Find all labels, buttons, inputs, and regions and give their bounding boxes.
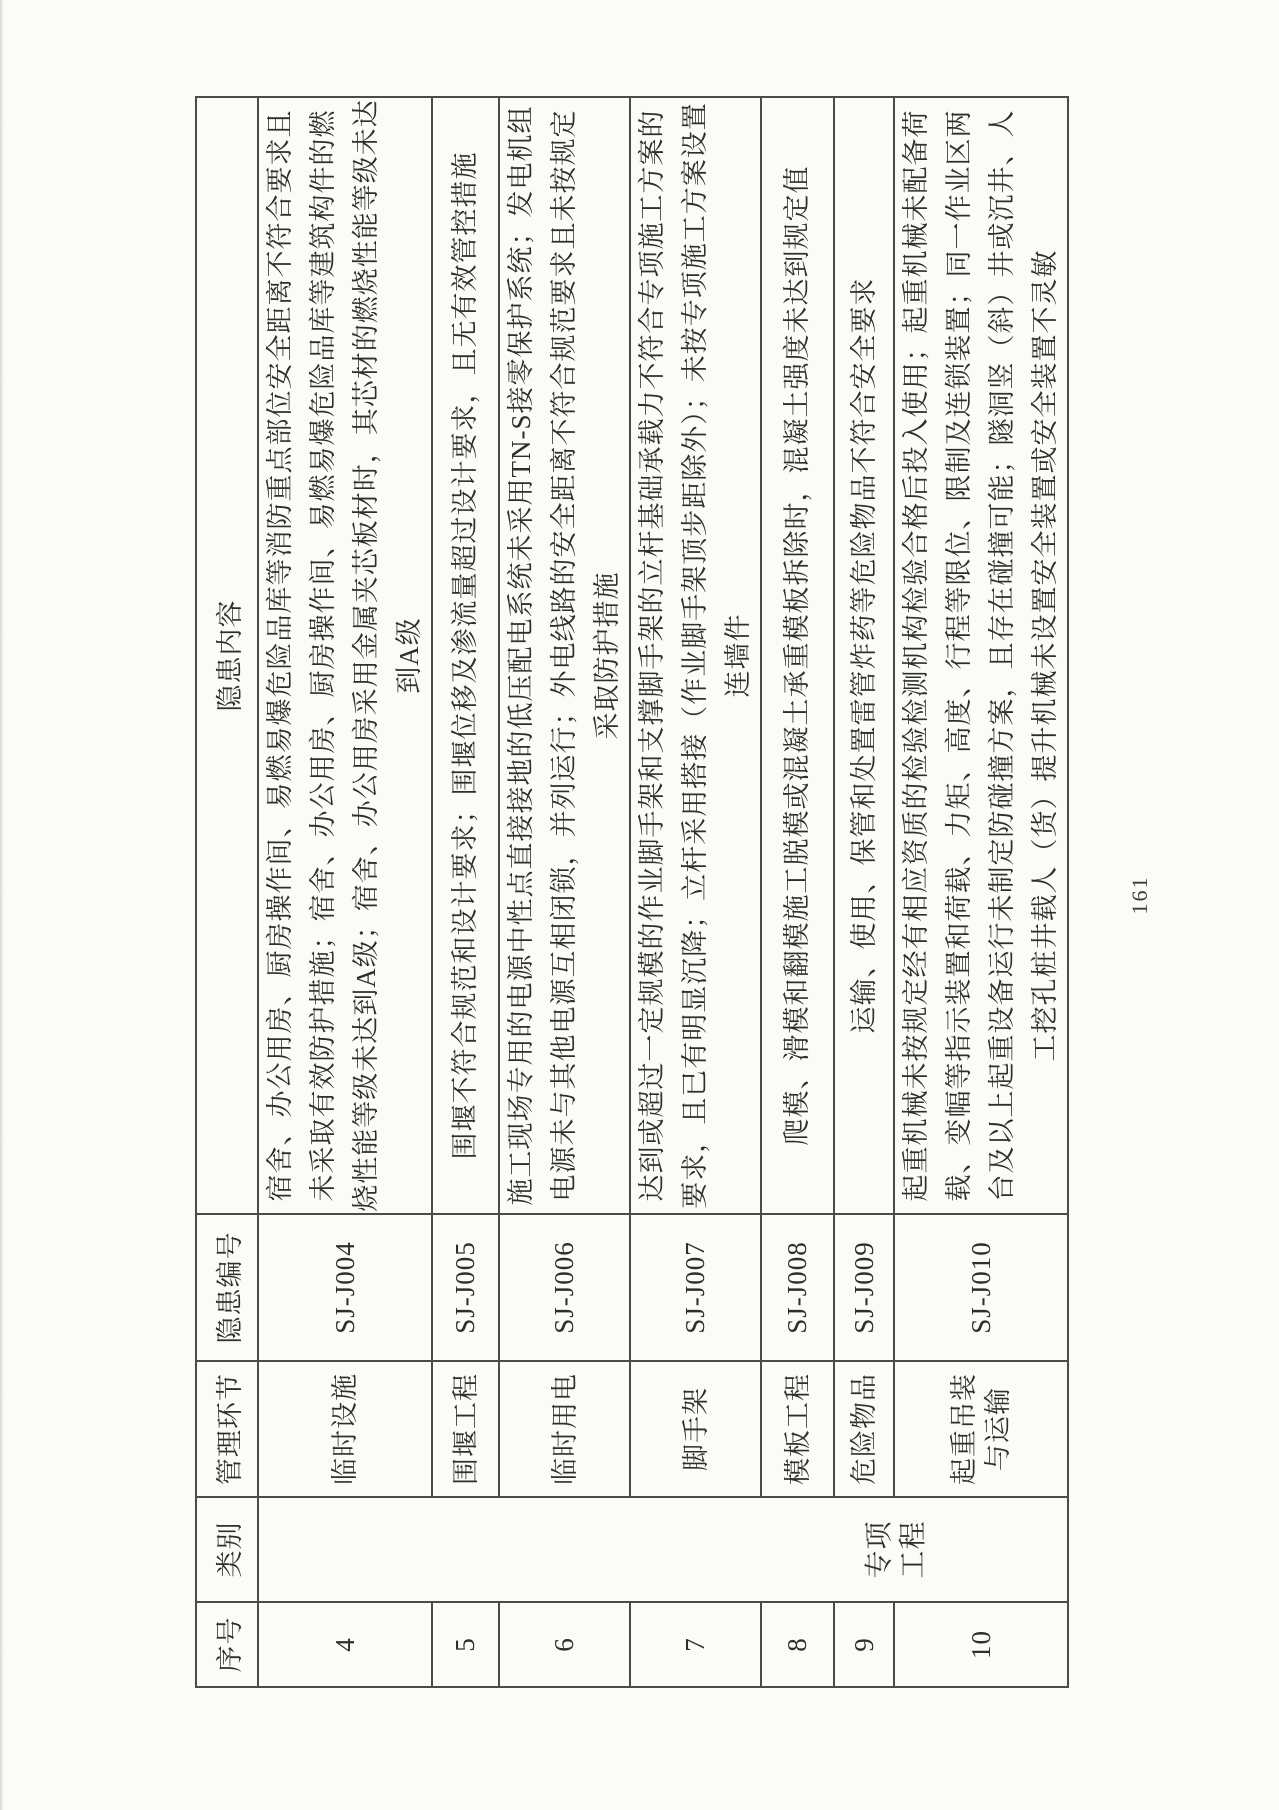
header-stage: 管理环节 [196, 1361, 258, 1497]
stage-cell: 临时设施 [258, 1361, 432, 1497]
stage-cell: 临时用电 [499, 1361, 630, 1497]
serial-cell: 9 [834, 1602, 894, 1687]
table-row [630, 97, 761, 1687]
table-row [894, 97, 1068, 1687]
table-row [432, 97, 499, 1687]
serial-cell: 5 [432, 1602, 499, 1687]
content-cell: 运输、使用、保管和处置雷管炸药等危险物品不符合安全要求 [834, 97, 894, 1214]
header-category: 类别 [196, 1497, 258, 1602]
content-cell: 围堰不符合规范和设计要求；围堰位移及渗流量超过设计要求，且无有效管控措施 [432, 97, 499, 1214]
table-row [499, 97, 630, 1687]
table-row [761, 97, 834, 1687]
header-serial: 序号 [196, 1602, 258, 1687]
content-cell: 施工现场专用的电源中性点直接接地的低压配电系统未采用TN-S接零保护系统；发电机组电源未与其他电源互相闭锁，并列运行；外电线路的安全距离不符合规范要求且未按规定采取防护措施 [499, 97, 630, 1214]
serial-cell: 4 [258, 1602, 432, 1687]
stage-cell: 危险物品 [834, 1361, 894, 1497]
content-cell: 达到或超过一定规模的作业脚手架和支撑脚手架的立杆基础承载力不符合专项施工方案的要求，且已有明显沉降；立杆采用搭接（作业脚手架顶步距除外）；未按专项施工方案设置连墙件 [630, 97, 761, 1214]
table-row [258, 97, 432, 1687]
header-code: 隐患编号 [196, 1214, 258, 1361]
code-cell: SJ-J005 [432, 1214, 499, 1361]
stage-cell: 模板工程 [761, 1361, 834, 1497]
category-cell [258, 1497, 1068, 1602]
code-cell: SJ-J006 [499, 1214, 630, 1361]
table-header-row [196, 97, 258, 1687]
serial-cell: 6 [499, 1602, 630, 1687]
hazard-table [195, 96, 1069, 1688]
content-cell: 起重机械未按规定经有相应资质的检验检测机构检验合格后投入使用；起重机械未配备荷载、变幅等指示装置和荷载、力矩、高度、行程等限位、限制及连锁装置；同一作业区两台及以上起重设备运行未制定防碰撞方案，且存在碰撞可能；隧洞竖（斜）井或沉井、人工挖孔桩井载人（货）提升机械未设置安全装置或安全装置不灵敏 [894, 97, 1068, 1214]
code-cell: SJ-J004 [258, 1214, 432, 1361]
stage-cell: 脚手架 [630, 1361, 761, 1497]
code-cell: SJ-J010 [894, 1214, 1068, 1361]
content-cell: 爬模、滑模和翻模施工脱模或混凝土承重模板拆除时，混凝土强度未达到规定值 [761, 97, 834, 1214]
table-row [834, 97, 894, 1687]
code-cell: SJ-J008 [761, 1214, 834, 1361]
code-cell: SJ-J007 [630, 1214, 761, 1361]
rotated-table-stage [195, 98, 1060, 1688]
serial-cell: 10 [894, 1602, 1068, 1687]
content-cell: 宿舍、办公用房、厨房操作间、易燃易爆危险品库等消防重点部位安全距离不符合要求且未采取有效防护措施；宿舍、办公用房、厨房操作间、易燃易爆危险品库等建筑构件的燃烧性能等级未达到A级；宿舍、办公用房采用金属夹芯板材时，其芯材的燃烧性能等级未达到A级 [258, 97, 432, 1214]
page-number: 161 [1127, 875, 1152, 915]
serial-cell: 8 [761, 1602, 834, 1687]
code-cell: SJ-J009 [834, 1214, 894, 1361]
stage-cell: 起重吊装与运输 [894, 1361, 1068, 1497]
category-label: 专项工程 [864, 1520, 929, 1579]
scan-edge-shadow [0, 0, 4, 1810]
serial-cell: 7 [630, 1602, 761, 1687]
header-content: 隐患内容 [196, 97, 258, 1214]
stage-cell: 围堰工程 [432, 1361, 499, 1497]
